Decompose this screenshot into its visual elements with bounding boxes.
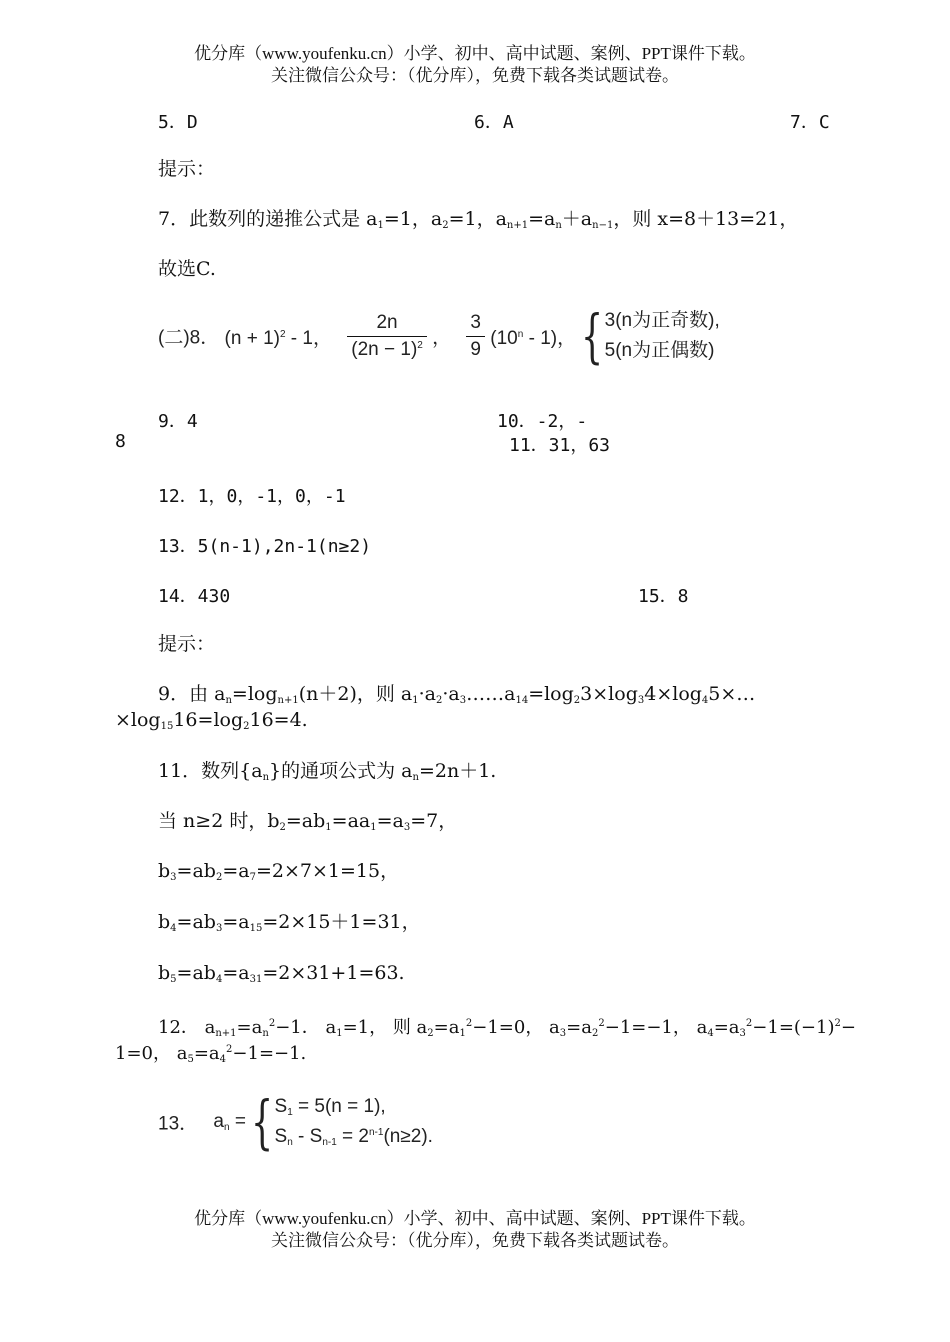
hint-7: 7．此数列的递推公式是 $a_1=1$，$a_2=1$，$a_{n+1}=a_n+a_{n-1}$，则 x=8＋13=21， [158,208,799,231]
hint-7-conclusion: 故选C. [158,258,216,280]
answer-5: 5．D [158,112,198,133]
hint-12-line1: 12． $a_{n+1}=a_n^2-1$． $a_1=1$， 则 $a_2=a_1^2-1=0$， $a_3=a_2^2-1=-1$， $a_4=a_3^2-1=(-1)^2-$ [158,1017,856,1039]
hint-9-line1: 9．由 $a_n=\log_{n+1}(n+2)$，则 $a_1\cdot a_2\cdot a_3\dots\dots a_{14}=\log_23\times\log_34\times\log_45\times\dots$ [158,683,756,706]
answer-14: 14．430 [158,586,231,607]
answer-12: 12．1，0，-1，0，-1 [158,486,346,507]
answer-11: 11．31，63 [509,435,611,456]
hint-12-line2: 1=0， $a_5=a_4^2-1=-1$. [115,1043,307,1065]
left-brace-icon: { [581,302,604,370]
hint-11-b4: $b_4=ab_3=a_{15}=2\times 15+1=31$， [158,911,421,934]
page-footer-line1: 优分库（www.youfenku.cn）小学、初中、高中试题、案例、PPT课件下载。 [194,1209,756,1228]
hint-13-formula: 13． $a_n$ = { $S_1 = 5(n = 1)$, $S_n - S_{n-1} = 2^{n-1}(n\ge 2)$. [158,1088,433,1156]
hint-11-b2: 当 n≥2 时，$b_2=ab_1=aa_1=a_3=7$， [158,810,458,833]
answer-10: 10．-2，- [497,411,588,432]
answer-6: 6．A [474,112,514,133]
answer-9: 9．4 [158,411,198,432]
page-header-line2: 关注微信公众号：（优分库），免费下载各类试题试卷。 [271,66,679,85]
hint-11-b5: $b_5=ab_4=a_{31}=2\times 31+1=63$. [158,962,405,985]
left-brace-icon: { [251,1088,274,1156]
hint-label-2: 提示： [158,633,216,655]
hint-11: 11．数列$\{a_n\}$的通项公式为 $a_n=2n+1$. [158,760,497,783]
answer-10-continued: 8 [115,431,126,452]
answer-7: 7．C [790,112,830,133]
hint-label: 提示： [158,158,216,180]
answer-8-formula: (二)8． $(n + 1)^2 - 1$， $\frac{2n}{(2n - 1)^2}$ ， $\frac{3}{9}$ (10$^n$ - 1)， { 3(n为正奇数), 5(n为正偶数) [158,302,720,370]
answer-13: 13．5(n-1),2n-1(n≥2) [158,536,372,557]
page-header-line1: 优分库（www.youfenku.cn）小学、初中、高中试题、案例、PPT课件下载。 [194,44,756,63]
answer-15: 15．8 [638,586,689,607]
hint-9-line2: $\times\log_{15}16=\log_216=4$. [115,709,308,732]
hint-11-b3: $b_3=ab_2=a_7=2\times 7\times 1=15$， [158,860,400,883]
page-footer-line2: 关注微信公众号：（优分库），免费下载各类试题试卷。 [271,1231,679,1250]
